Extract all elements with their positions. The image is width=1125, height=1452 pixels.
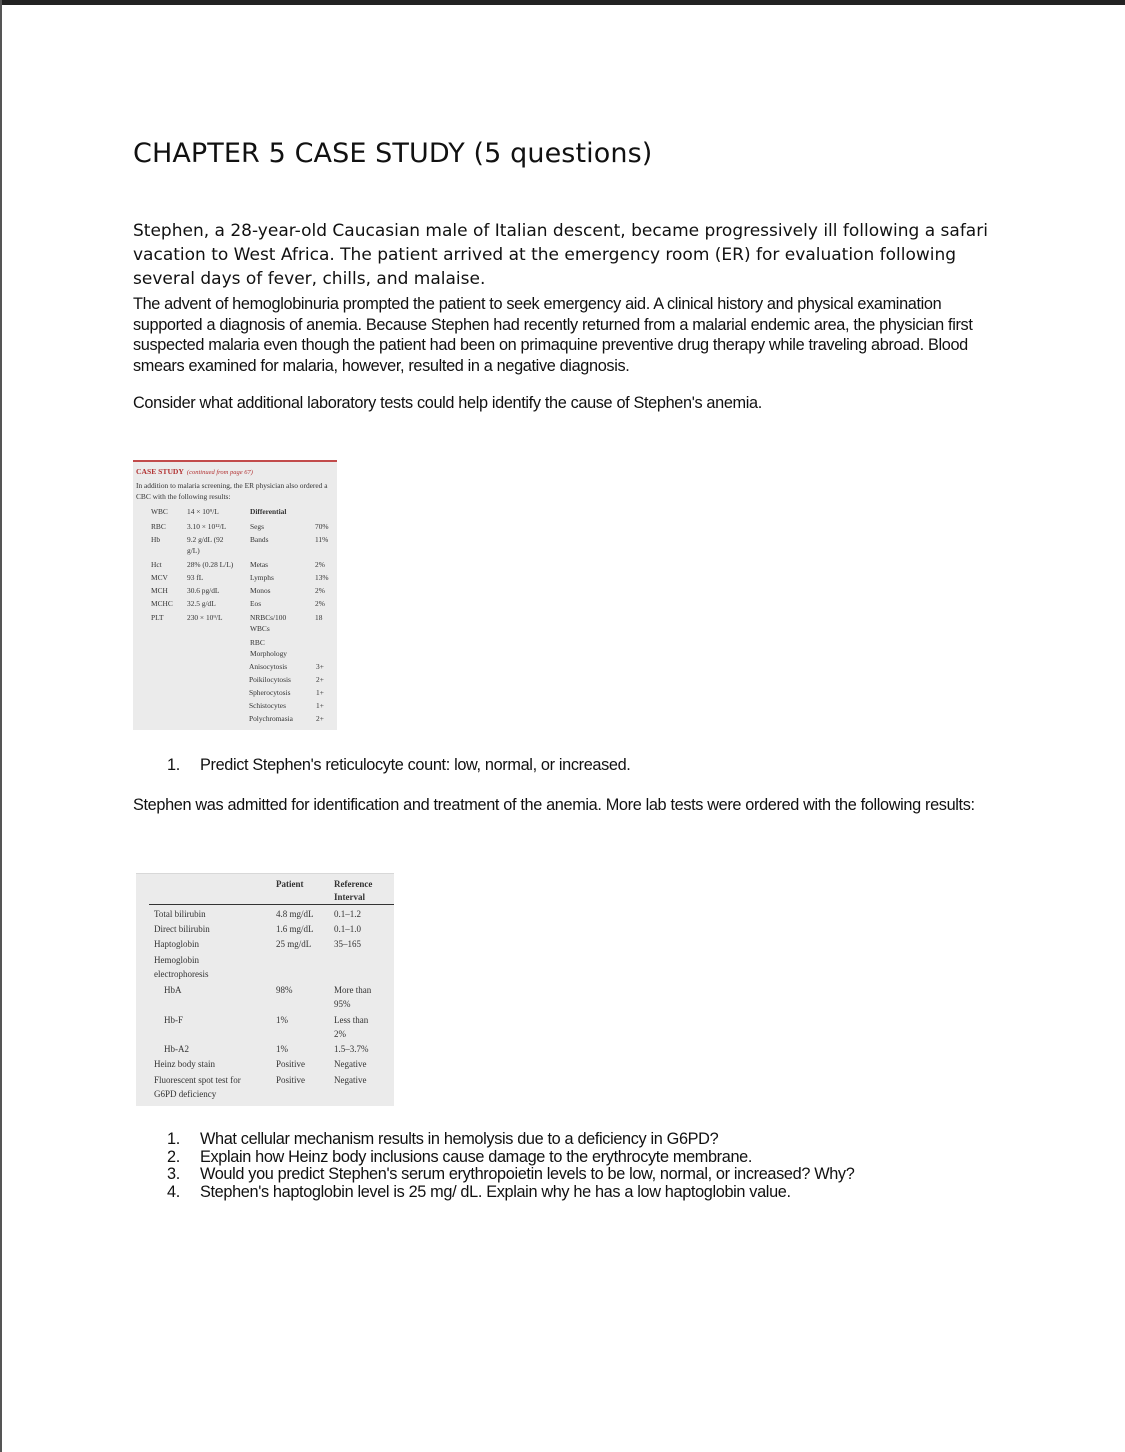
lab-test-name: Hb-A2 [164, 1044, 189, 1054]
lab-test-name: Heinz body stain [154, 1059, 215, 1069]
cbc-lab-name: MCH [151, 586, 168, 595]
cbc-diff-value: 11% [315, 535, 329, 544]
cbc-morphology-label: Morphology [250, 649, 287, 658]
consider-paragraph: Consider what additional laboratory tests could help identify the cause of Stephen's anemia. [133, 394, 762, 412]
cbc-diff-value: 70% [315, 522, 329, 531]
cbc-morphology-value: 2+ [316, 714, 324, 723]
cbc-morphology-name: Schistocytes [249, 701, 286, 710]
cbc-diff-name: Monos [250, 586, 271, 595]
lab-test-name: electrophoresis [154, 969, 209, 979]
lab-test-name: Direct bilirubin [154, 924, 210, 934]
lab-col-reference: Reference [334, 879, 373, 889]
history-paragraph: The advent of hemoglobinuria prompted the patient to seek emergency aid. A clinical history and physical examination supported a diagnosis of anemia. Because Stephen had recently returned from a malarial endemic area, the physician first suspected malaria even though the patient had been on primaquine preventive drug therapy while traveling abroad. Blood smears examined for malaria, however, resulted in a negative diagnosis. [133, 295, 973, 375]
cbc-diff-value: 2% [315, 586, 325, 595]
cbc-morphology-value: 1+ [316, 688, 324, 697]
lab-test-name: Hb-F [164, 1015, 184, 1025]
lab-patient-value: 98% [276, 985, 293, 995]
lab-patient-value: 25 mg/dL [276, 939, 312, 949]
question-text: Predict Stephen's reticulocyte count: low, normal, or increased. [200, 756, 631, 774]
cbc-diff-value: 13% [315, 573, 329, 582]
cbc-morphology-value: 1+ [316, 701, 324, 710]
question-number: 1. [167, 756, 180, 774]
cbc-lab-value: g/L) [187, 546, 200, 555]
window-top-border [0, 0, 1125, 5]
cbc-morphology-name: Poikilocytosis [249, 675, 291, 684]
lab-test-name: Total bilirubin [154, 909, 206, 919]
cbc-morphology-name: Anisocytosis [249, 662, 288, 671]
cbc-continued-note: (continued from page 67) [186, 469, 253, 476]
question-list [167, 1131, 854, 1201]
cbc-diff-name: Eos [250, 599, 262, 608]
lab-col-patient: Patient [276, 879, 304, 889]
cbc-diff-value: 2% [315, 599, 325, 608]
cbc-diff-name: NRBCs/100 [250, 613, 287, 622]
cbc-morphology-name: Polychromasia [249, 714, 293, 723]
cbc-morphology-value: 2+ [316, 675, 324, 684]
list-item: 2. Explain how Heinz body inclusions cause damage to the erythrocyte membrane. [167, 1147, 753, 1166]
lab-header-rule [149, 904, 394, 905]
lab-test-name: G6PD deficiency [154, 1089, 217, 1099]
lab-reference-value: Negative [334, 1075, 367, 1085]
page-title: CHAPTER 5 CASE STUDY (5 questions) [133, 138, 653, 169]
cbc-lab-value: 9.2 g/dL (92 [187, 535, 224, 544]
cbc-lab-value: 14 × 10⁹/L [187, 507, 219, 516]
lab-patient-value: 1% [276, 1044, 288, 1054]
cbc-diff-value: 18 [315, 613, 323, 622]
cbc-lab-name: MCHC [151, 599, 173, 608]
cbc-lab-name: PLT [151, 613, 164, 622]
lab-reference-value: Less than [334, 1015, 369, 1025]
cbc-lab-name: MCV [151, 573, 168, 582]
cbc-lab-value: 30.6 pg/dL [187, 586, 220, 595]
list-item: 1. What cellular mechanism results in hemolysis due to a deficiency in G6PD? [167, 1130, 719, 1148]
cbc-diff-value: 2% [315, 560, 325, 569]
cbc-header-rule [133, 460, 337, 462]
lab-patient-value: 1.6 mg/dL [276, 924, 314, 934]
window-left-border [0, 0, 2, 1452]
cbc-lab-value: 32.5 g/dL [187, 599, 216, 608]
lab-reference-value: 35–165 [334, 939, 361, 949]
intro-paragraph: Stephen, a 28-year-old Caucasian male of Italian descent, became progressively ill following a safari vacation to West Africa. The patient arrived at the emergency room (ER) for evaluation following several days of fever, chills, and malaise. [133, 221, 988, 289]
list-item: 4. Stephen's haptoglobin level is 25 mg/ dL. Explain why he has a low haptoglobin value. [167, 1182, 791, 1201]
cbc-lab-name: Hb [151, 535, 161, 544]
lab-reference-value: 0.1–1.0 [334, 924, 361, 934]
cbc-differential-label: Differential [250, 507, 287, 516]
cbc-diff-name: Bands [250, 535, 269, 544]
cbc-lab-name: WBC [151, 507, 168, 516]
lab-col-interval: Interval [334, 892, 365, 902]
lab-reference-value: Negative [334, 1059, 367, 1069]
lab-test-name: Haptoglobin [154, 939, 199, 949]
cbc-lab-value: 28% (0.28 L/L) [187, 560, 234, 569]
lab-results-image [136, 873, 394, 1106]
list-item: 3. Would you predict Stephen's serum erythropoietin levels to be low, normal, or increased? Why? [167, 1165, 855, 1183]
cbc-lab-name: RBC [151, 522, 166, 531]
lab-top-edge [136, 873, 394, 874]
lab-patient-value: 4.8 mg/dL [276, 909, 314, 919]
lab-patient-value: 1% [276, 1015, 288, 1025]
cbc-intro: In addition to malaria screening, the ER physician also ordered a CBC with the following results: [136, 481, 328, 501]
cbc-diff-name: Metas [250, 560, 269, 569]
cbc-morphology-value: 3+ [316, 662, 324, 671]
cbc-case-study-heading: CASE STUDY (continued from page 67) [136, 467, 253, 476]
lab-reference-value: 0.1–1.2 [334, 909, 361, 919]
lab-test-name: HbA [164, 985, 182, 995]
lab-test-name: Hemoglobin [154, 955, 199, 965]
question-reticulocyte [167, 756, 630, 775]
cbc-diff-name: WBCs [250, 624, 270, 633]
lab-reference-value: 95% [334, 999, 351, 1009]
cbc-results-image [133, 460, 337, 730]
lab-patient-value: Positive [276, 1059, 306, 1069]
cbc-rbc-label: RBC [250, 638, 265, 647]
lab-reference-value: More than [334, 985, 372, 995]
cbc-lab-value: 230 × 10⁹/L [187, 613, 223, 622]
cbc-lab-value: 93 fL [187, 573, 204, 582]
cbc-diff-name: Segs [250, 522, 264, 531]
cbc-morphology-name: Spherocytosis [249, 688, 291, 697]
lab-patient-value: Positive [276, 1075, 306, 1085]
cbc-diff-name: Lymphs [250, 573, 274, 582]
lab-reference-value: 2% [334, 1029, 346, 1039]
lab-reference-value: 1.5–3.7% [334, 1044, 369, 1054]
lab-test-name: Fluorescent spot test for [154, 1075, 241, 1085]
cbc-lab-value: 3.10 × 10¹²/L [187, 522, 227, 531]
admitted-paragraph: Stephen was admitted for identification and treatment of the anemia. More lab tests were ordered with the following results: [133, 796, 975, 814]
cbc-lab-name: Hct [151, 560, 162, 569]
